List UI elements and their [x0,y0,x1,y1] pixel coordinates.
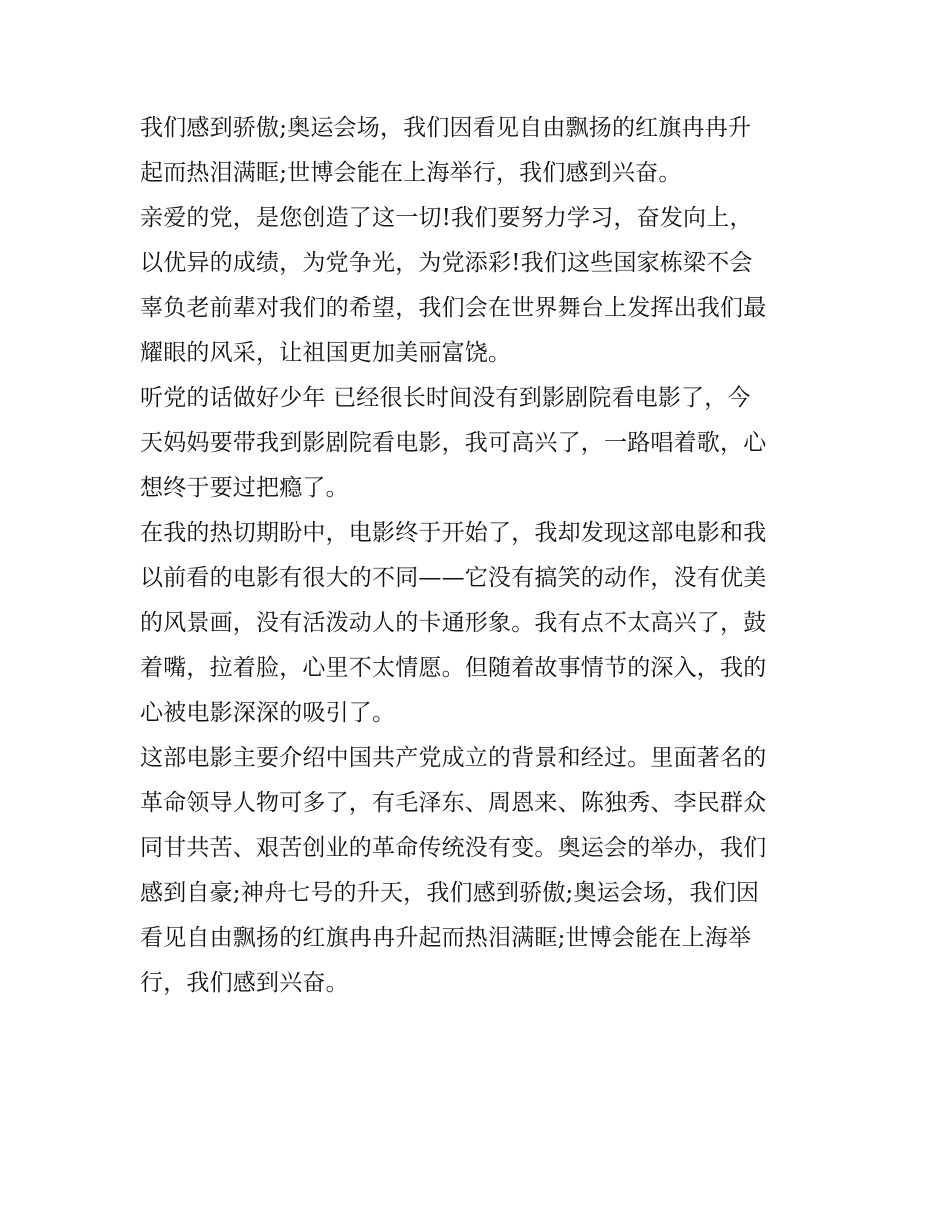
document-body [140,106,820,1006]
text-line: 想终于要过把瘾了。 [140,475,349,501]
text-line: 起而热泪满眶;世博会能在上海举行，我们感到兴奋。 [140,160,682,186]
text-line: 亲爱的党，是您创造了这一切!我们要努力学习，奋发向上， [140,205,753,231]
text-line: 耀眼的风采，让祖国更加美丽富饶。 [140,340,512,366]
paragraph-4 [140,511,820,736]
paragraph-2 [140,196,820,376]
text-line: 辜负老前辈对我们的希望，我们会在世界舞台上发挥出我们最 [140,295,767,321]
text-line: 天妈妈要带我到影剧院看电影，我可高兴了，一路唱着歌，心 [140,430,767,456]
text-line: 看见自由飘扬的红旗冉冉升起而热泪满眶;世博会能在上海举 [140,925,752,951]
text-line: 这部电影主要介绍中国共产党成立的背景和经过。里面著名的 [140,745,767,771]
text-line: 着嘴，拉着脸，心里不太情愿。但随着故事情节的深入，我的 [140,655,767,681]
text-line: 在我的热切期盼中，电影终于开始了，我却发现这部电影和我 [140,520,767,546]
paragraph-3 [140,376,820,511]
paragraph-1 [140,106,820,196]
text-line: 的风景画，没有活泼动人的卡通形象。我有点不太高兴了，鼓 [140,610,767,636]
text-line: 革命领导人物可多了，有毛泽东、周恩来、陈独秀、李民群众 [140,790,767,816]
text-line: 以优异的成绩，为党争光，为党添彩!我们这些国家栋梁不会 [140,250,753,276]
text-line: 心被电影深深的吸引了。 [140,700,396,726]
text-line: 感到自豪;神舟七号的升天，我们感到骄傲;奥运会场，我们因 [140,880,760,906]
text-line: 听党的话做好少年 已经很长时间没有到影剧院看电影了，今 [140,385,751,411]
text-line: 以前看的电影有很大的不同——它没有搞笑的动作，没有优美 [140,565,767,591]
text-line: 同甘共苦、艰苦创业的革命传统没有变。奥运会的举办，我们 [140,835,767,861]
paragraph-5 [140,736,820,1006]
text-line: 我们感到骄傲;奥运会场，我们因看见自由飘扬的红旗冉冉升 [140,115,752,141]
text-line: 行，我们感到兴奋。 [140,970,349,996]
